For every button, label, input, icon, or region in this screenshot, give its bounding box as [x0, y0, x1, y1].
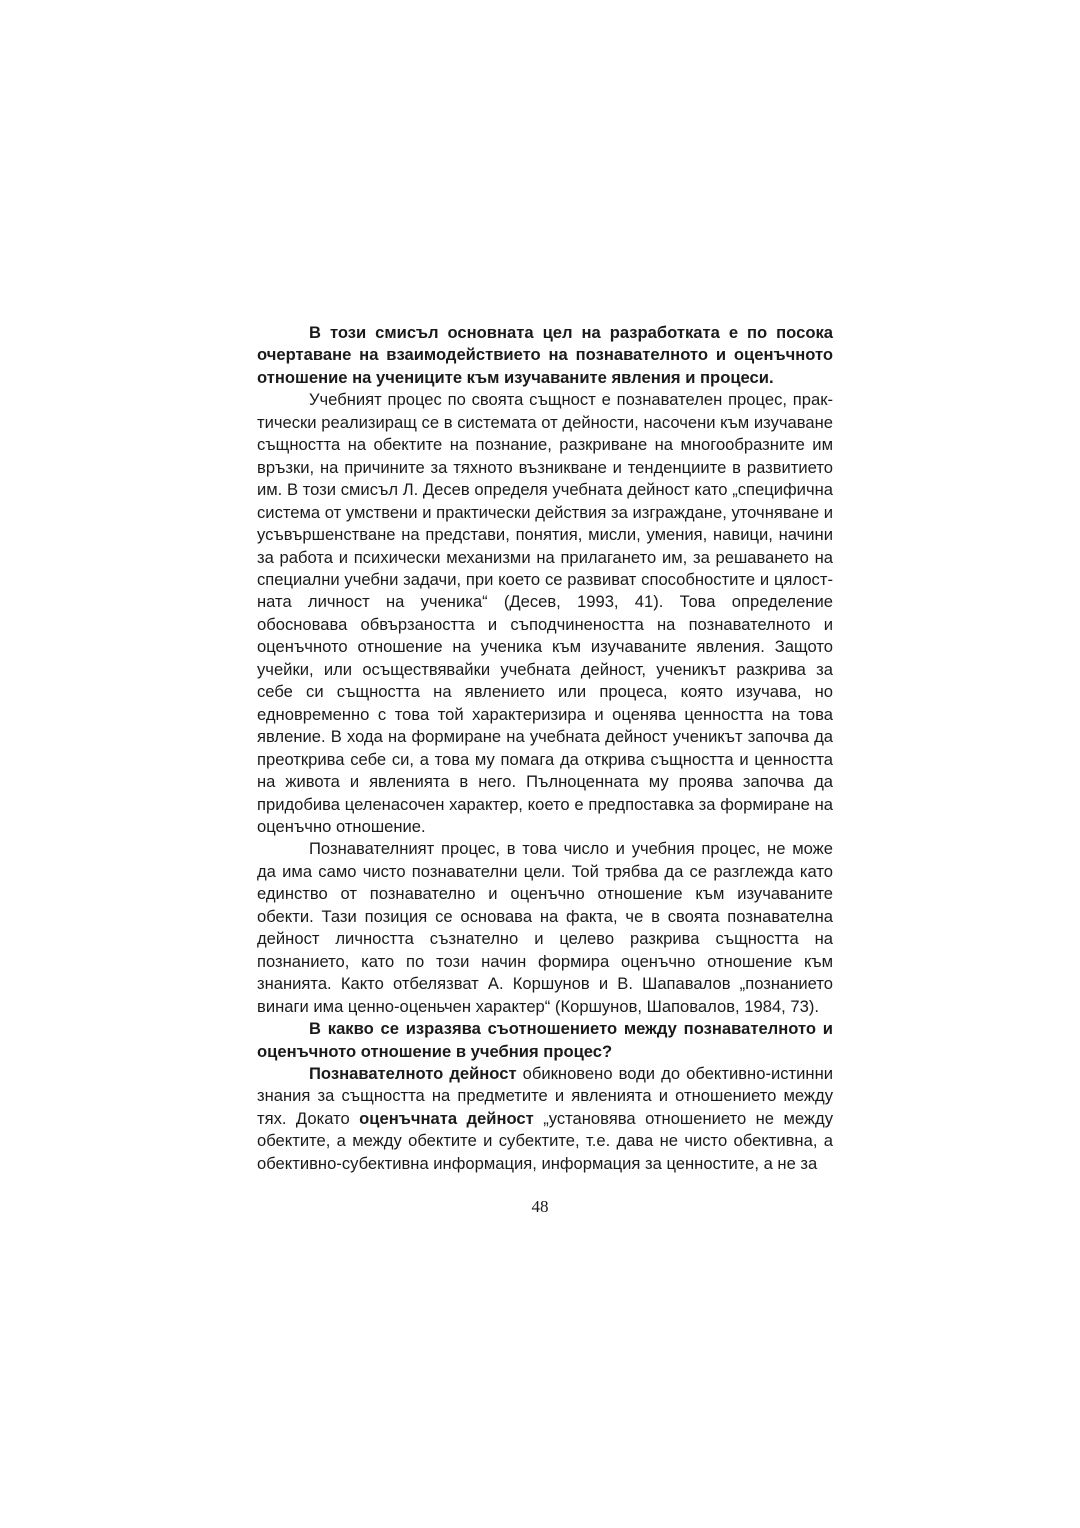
paragraph-5-part-1: обикновено води до обективно-истинни знания за същността на предметите и явленията и отношението между тях. Докато	[257, 1063, 833, 1128]
paragraph-1-heading: В този смисъл основната цел на разработката е по посока очертаване на взаимодействието на познавателното и оценъчното отношение на учениците към изучаваните явления и процеси.	[257, 323, 833, 387]
paragraph-2: Учебният процес по своята същност е познавателен процес, практически реализиращ се в системата от дейности, насочени към изучаване същността на обектите на познание, разкриване на многообразните им връзки, на причините за тяхното възникване и тенденциите в развитието им. В този смисъл Л. Десев определя учебната дейност като „специфична система от умствени и практически действия за изграждане, уточняване и усъвършенстване на представи, понятия, мисли, умения, навици, начини за работа и психически механизми на прилагането им, за решаването на специални учебни задачи, при което се развиват способностите и цялостната личност на ученика“ (Десев, 1993, 41). Това определение обосновава обвързаността и съподчинеността на познавателното и оценъчното отношение на ученика към изучаваните явления. Защото учейки, или осъществявайки учебната дейност, ученикът разкрива за себе си същността на явлението или процеса, която изучава, но едновременно с това той характеризира и оценява ценността на това явление. В хода на формиране на учебната дейност ученикът започва да преоткрива себе си, а това му помага да открива същността и ценността на живота и явленията в него. Пълноценната му проява започва да придобива целенасочен характер, което е предпоставка за формиране на оценъчно отношение.	[257, 390, 833, 836]
body-text	[257, 322, 833, 1175]
term-cognitive-activity: Познавателното дейност	[309, 1063, 517, 1083]
term-evaluative-activity: оценъчната дейност	[359, 1108, 534, 1128]
paragraph-3: Познавателният процес, в това число и учебния процес, не може да има само чисто познавателни цели. Той трябва да се разглежда като единство от познавателно и оценъчно отношение към изучаваните обекти. Тази позиция се основава на факта, че в своята познавателна дейност личността съзнателно и целево разкрива същността на познанието, като по този начин формира оценъчно отношение към знанията. Както отбелязват А. Коршунов и В. Шапавалов „познанието винаги има ценно-оценьчен характер“ (Коршунов, Шаповалов, 1984, 73).	[257, 839, 833, 1016]
paragraph-4-question: В какво се изразява съотношението между познавателното и оценъчното отношение в учебния процес?	[257, 1019, 833, 1061]
paragraph-5-part-2: „установява отношението не между обектите, а между обектите и субектите, т.е. дава не чисто обективна, а обективно-субективна информация, информация за ценностите, а не за	[257, 1108, 833, 1173]
page-number: 48	[531, 1197, 549, 1216]
paragraph-5	[257, 1063, 833, 1175]
